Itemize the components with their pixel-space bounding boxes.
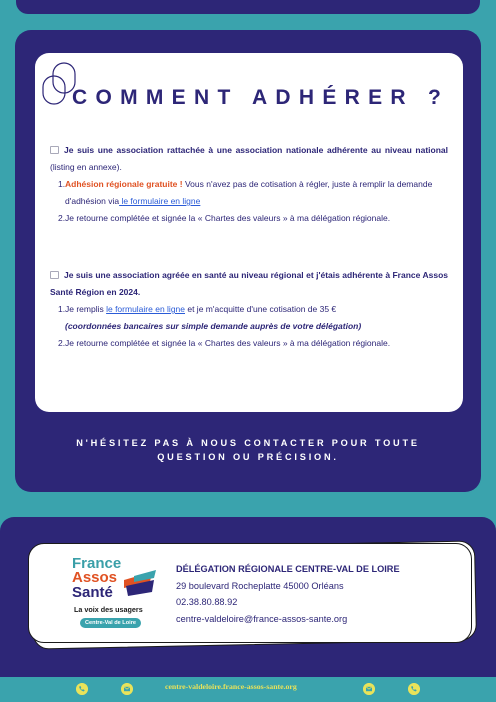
delegation-phone[interactable]: 02.38.80.88.92	[176, 597, 238, 607]
mail-icon[interactable]	[363, 683, 375, 695]
option-regional-heading: Je suis une association agréée en santé au niveau régional et j'étais adhérente à France Assos Santé Région en 2024.	[50, 270, 448, 297]
online-form-link[interactable]: le formulaire en ligne	[119, 196, 201, 206]
option-national	[50, 142, 448, 227]
checkbox-regional[interactable]	[50, 271, 59, 279]
top-banner-strip	[16, 0, 480, 14]
list-item: 1. Adhésion régionale gratuite ! Vous n'avez pas de cotisation à régler, juste à remplir la demande d'adhésion via le formulaire en ligne	[58, 179, 433, 206]
delegation-email[interactable]: centre-valdeloire@france-assos-sante.org	[176, 613, 348, 624]
list-item: 2. Je retourne complétée et signée la « Chartes des valeurs » à ma délégation régionale.	[58, 213, 391, 223]
list-item: 2. Je retourne complétée et signée la « Chartes des valeurs » à ma délégation régionale.	[58, 338, 391, 348]
option-regional-steps	[50, 301, 448, 352]
option-national-heading: Je suis une association rattachée à une association nationale adhérente au niveau national (listing en annexe).	[50, 145, 448, 172]
website-link[interactable]: centre-valdeloire.france-assos-sante.org	[165, 682, 297, 691]
delegation-address: 29 boulevard Rocheplatte 45000 Orléans	[176, 580, 344, 591]
online-form-link[interactable]: le formulaire en ligne	[106, 304, 185, 314]
list-item: 1. Je remplis le formulaire en ligne et je m'acquitte d'une cotisation de 35 € (coordonnées bancaires sur simple demande auprès de votre délégation)	[58, 304, 362, 331]
logo-flag-icon	[124, 570, 158, 600]
phone-icon[interactable]	[408, 683, 420, 695]
decorative-rings-icon	[42, 62, 76, 108]
checkbox-national[interactable]	[50, 146, 59, 154]
page-title: COMMENT ADHÉRER ?	[72, 86, 450, 109]
option-regional	[50, 267, 448, 352]
delegation-contact-info	[176, 561, 400, 627]
phone-icon[interactable]	[76, 683, 88, 695]
mail-icon[interactable]	[121, 683, 133, 695]
france-assos-sante-logo: France Assos Santé La voix des usagers Centre-Val de Loire	[72, 556, 168, 632]
delegation-name: DÉLÉGATION RÉGIONALE CENTRE-VAL DE LOIRE	[176, 564, 400, 574]
option-national-steps	[50, 176, 448, 227]
contact-note: N'HÉSITEZ PAS À NOUS CONTACTER POUR TOUTE QUESTION OU PRÉCISION.	[76, 438, 420, 462]
